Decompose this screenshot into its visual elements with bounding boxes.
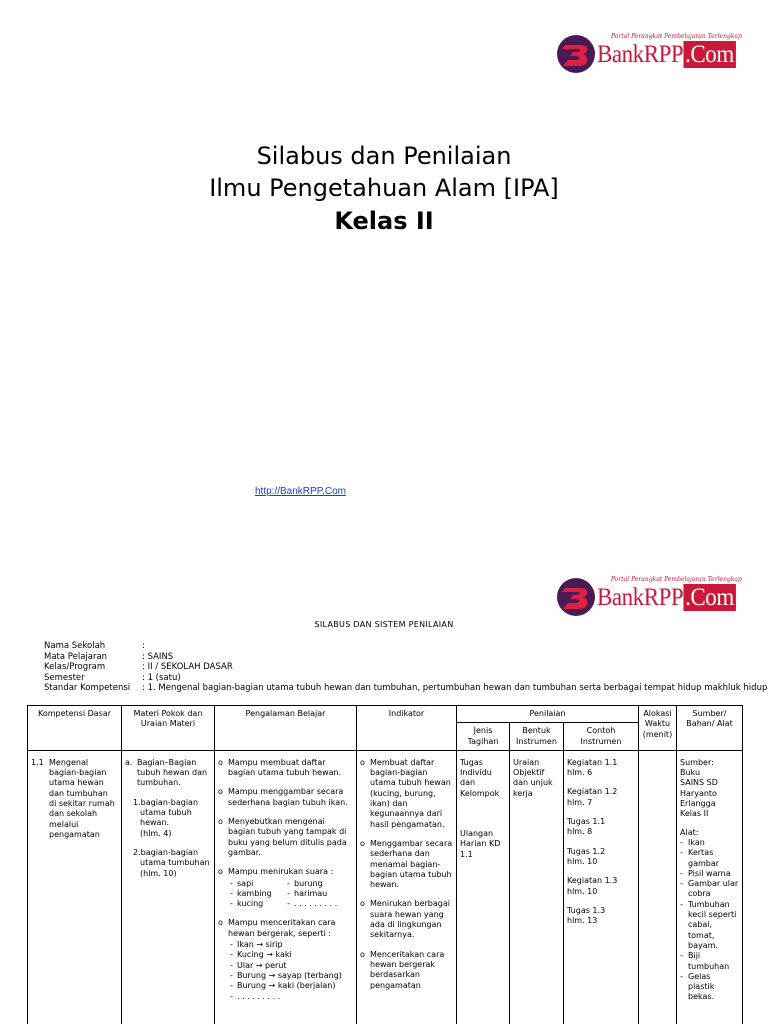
bullet-icon: o	[218, 817, 223, 827]
materi-sub2: 2.bagian-bagian	[133, 847, 199, 857]
header-alokasi: Alokasi Waktu (menit)	[639, 706, 677, 751]
bankrpp-logo-top	[557, 32, 748, 73]
sumber-line: SAINS SD	[680, 778, 718, 788]
logo-suffix: .Com	[685, 583, 734, 611]
bullet-icon: o	[360, 949, 365, 959]
info-label: Semester	[44, 672, 85, 683]
info-label: Nama Sekolah	[44, 641, 106, 651]
alat-item: Gambar ular cobra	[688, 879, 739, 899]
bentuk-a: Uraian Objektif dan unjuk kerja	[513, 757, 553, 798]
materi-main: Bagian–Bagian tubuh hewan dan tumbuhan.	[137, 757, 208, 788]
bullet-icon: o	[218, 757, 223, 767]
sumber-line: Erlangga	[680, 799, 716, 809]
table-header-row	[28, 706, 743, 723]
bullet-icon: o	[360, 838, 365, 848]
title-line-3: Kelas II	[334, 207, 434, 235]
bullet-icon: o	[218, 918, 223, 928]
alat-item: Pisil warna	[688, 868, 731, 878]
cell-kompetensi	[28, 750, 122, 1024]
contoh-item: Kegiatan 1.3 hlm. 10	[567, 876, 618, 896]
materi-sub1: 1.bagian-bagian	[133, 797, 199, 807]
suara-item: burung	[294, 878, 323, 888]
gerak-item: Burung → kaki (berjalan)	[237, 981, 336, 991]
info-label: Kelas/Program	[44, 662, 106, 673]
materi-letter: a.	[125, 757, 133, 767]
indikator-item: Menggambar secara sederhana dan menamai bagian-bagian utama tubuh hewan.	[370, 838, 453, 890]
header-pengalaman: Pengalaman Belajar	[215, 706, 357, 751]
document-heading: SILABUS DAN SISTEM PENILAIAN	[314, 620, 454, 629]
info-row	[44, 652, 767, 663]
bullet-icon: o	[218, 787, 223, 797]
contoh-item: Kegiatan 1.2 hlm. 7	[567, 787, 618, 807]
jenis-a: Tugas Individu dan Kelompok	[460, 757, 500, 798]
header-materi: Materi Pokok dan Uraian Materi	[122, 706, 215, 751]
pengalaman-item: Mampu menirukan suara :	[228, 867, 334, 877]
info-value: : 1. Mengenal bagian-bagian utama tubuh hewan dan tumbuhan, pertumbuhan hewan dan tumbuhan serta berbagai tempat hidup makhluk hidup	[142, 683, 768, 694]
cell-indikator	[357, 750, 457, 1024]
info-value: :	[142, 641, 145, 651]
alat-item: Kertas gambar	[688, 848, 720, 868]
cell-jenis	[457, 750, 510, 1024]
header-indikator: Indikator	[357, 706, 457, 751]
info-block	[44, 641, 767, 694]
gerak-item: . . . . . . . . .	[237, 991, 281, 1001]
logo-tagline: Portal Perangkat Pembelajaran Terlengkap	[611, 32, 742, 40]
logo-name: BankRPP	[597, 40, 684, 68]
header-kompetensi: Kompetensi Dasar	[28, 706, 122, 751]
suara-item: sapi	[237, 878, 254, 888]
logo-suffix: .Com	[685, 40, 734, 68]
cell-alokasi	[639, 750, 677, 1024]
sumber-line: Buku	[680, 768, 701, 778]
materi-sub1b: utama tubuh hewan.	[140, 808, 192, 828]
gerak-item: Burung → sayap (terbang)	[237, 970, 342, 980]
header-penilaian: Penilaian	[457, 706, 639, 723]
indikator-item: Membuat daftar bagian-bagian utama tubuh hewan (kucing, burung, ikan) dan kegunaannya dari hasil pengamatan.	[370, 757, 451, 829]
cell-contoh	[564, 750, 639, 1024]
bankrpp-logo-icon	[557, 578, 595, 616]
table-row	[28, 750, 743, 1024]
syllabus-table	[27, 705, 743, 1024]
gerak-item: Ular → perut	[237, 960, 287, 970]
bankrpp-logo-icon	[557, 35, 595, 73]
kd-number: 1.1	[31, 757, 44, 767]
sumber-head: Sumber:	[680, 757, 714, 767]
bullet-icon: o	[360, 757, 365, 767]
alat-item: Tumbuhan kecil seperti cabai, tomat, bayam.	[688, 899, 737, 950]
suara-item: harimau	[294, 888, 328, 898]
info-value: : SAINS	[142, 651, 174, 662]
alat-head: Alat:	[680, 827, 699, 837]
sumber-line: Kelas II	[680, 809, 709, 819]
title-line-2: Ilmu Pengetahuan Alam [IPA]	[209, 174, 559, 202]
info-row	[44, 662, 767, 673]
logo-tagline: Portal Perangkat Pembelajaran Terlengkap	[611, 575, 742, 583]
header-jenis: Jenis Tagihan	[457, 723, 510, 751]
pengalaman-item: Mampu membuat daftar bagian utama tubuh hewan.	[228, 757, 342, 778]
info-label: Standar Kompetensi	[44, 683, 131, 694]
suara-item: kucing	[237, 899, 264, 909]
kd-text: Mengenal bagian-bagian utama hewan dan tumbuhan di sekitar rumah dan sekolah melalui pengamatan	[49, 757, 115, 839]
bankrpp-logo-second	[557, 575, 748, 616]
contoh-item: Tugas 1.3 hlm. 13	[567, 905, 606, 926]
pengalaman-item: Mampu menggambar secara sederhana bagian tubuh ikan.	[228, 787, 348, 807]
materi-sub2c: (hlm. 10)	[140, 868, 177, 878]
header-bentuk: Bentuk Instrumen	[510, 723, 564, 751]
bullet-icon: o	[218, 867, 223, 877]
indikator-item: Menceritakan cara hewan bergerak berdasarkan pengamatan	[370, 949, 445, 990]
info-row	[44, 683, 767, 694]
header-contoh: Contoh Instrumen	[564, 723, 639, 751]
header-sumber: Sumber/ Bahan/ Alat	[677, 706, 743, 751]
title-line-1: Silabus dan Penilaian	[256, 142, 512, 170]
suara-item: . . . . . . . . .	[294, 899, 338, 909]
sumber-line: Haryanto	[680, 788, 717, 798]
pengalaman-item: Menyebutkan mengenai bagian tubuh yang tampak di buku yang belum ditulis pada gambar.	[228, 817, 347, 857]
gerak-item: Kucing → kaki	[237, 950, 292, 960]
info-label: Mata Pelajaran	[44, 651, 108, 662]
gerak-item: Ikan → sirip	[237, 940, 283, 950]
alat-item: Biji tumbuhan	[688, 951, 730, 971]
contoh-item: Tugas 1.2 hlm. 10	[567, 846, 606, 866]
cell-pengalaman: o Mampu membuat daftar bagian utama tubuh hewan. o Mampu menggambar secara sederhana bagian tubuh ikan. o Menyebutkan mengenai bagian tubuh yang tampak di buku yang belum ditulis pada gambar. o Mampu menirukan suara : - sapi - burung - kambing - harimau - kucing - . . . . . . . . . o Mampu menceritakan cara hewan bergerak, seperti : - Ikan → sirip - Kucing → kaki - Ular → perut - Burung → sayap (terbang) - Burung → kaki (berjalan) - . . . . . . . . .	[215, 750, 357, 1024]
suara-item: kambing	[237, 888, 272, 898]
info-value: : II / SEKOLAH DASAR	[142, 662, 233, 673]
contoh-item: Kegiatan 1.1 hlm. 6	[567, 757, 618, 778]
bullet-icon: o	[360, 899, 365, 909]
info-row	[44, 641, 767, 652]
info-row	[44, 673, 767, 684]
bankrpp-link[interactable]: http://BankRPP.Com	[255, 486, 346, 497]
jenis-b: Ulangan Harian KD 1.1	[460, 829, 501, 859]
indikator-item: Menirukan berbagai suara hewan yang ada di lingkungan sekitarnya.	[370, 899, 450, 940]
logo-name: BankRPP	[597, 583, 684, 611]
materi-sub1c: (hlm. 4)	[140, 828, 172, 838]
contoh-item: Tugas 1.1 hlm. 8	[567, 817, 606, 837]
alat-item: Gelas plastik bekas.	[688, 971, 715, 1002]
materi-sub2b: utama tumbuhan	[140, 858, 210, 868]
cell-bentuk	[510, 750, 564, 1024]
info-value: : 1 (satu)	[142, 672, 181, 683]
cell-materi	[122, 750, 215, 1024]
alat-item: Ikan	[688, 837, 705, 847]
cell-sumber: Sumber: Buku SAINS SD Haryanto Erlangga Kelas II Alat: - Ikan - Kertas gambar - Pisil warna - Gambar ular cobra - Tumbuhan kecil seperti cabai, tomat, bayam. - Biji tumbuhan - Gelas plastik bekas.	[677, 750, 743, 1024]
pengalaman-item: Mampu menceritakan cara hewan bergerak, seperti :	[228, 918, 336, 938]
